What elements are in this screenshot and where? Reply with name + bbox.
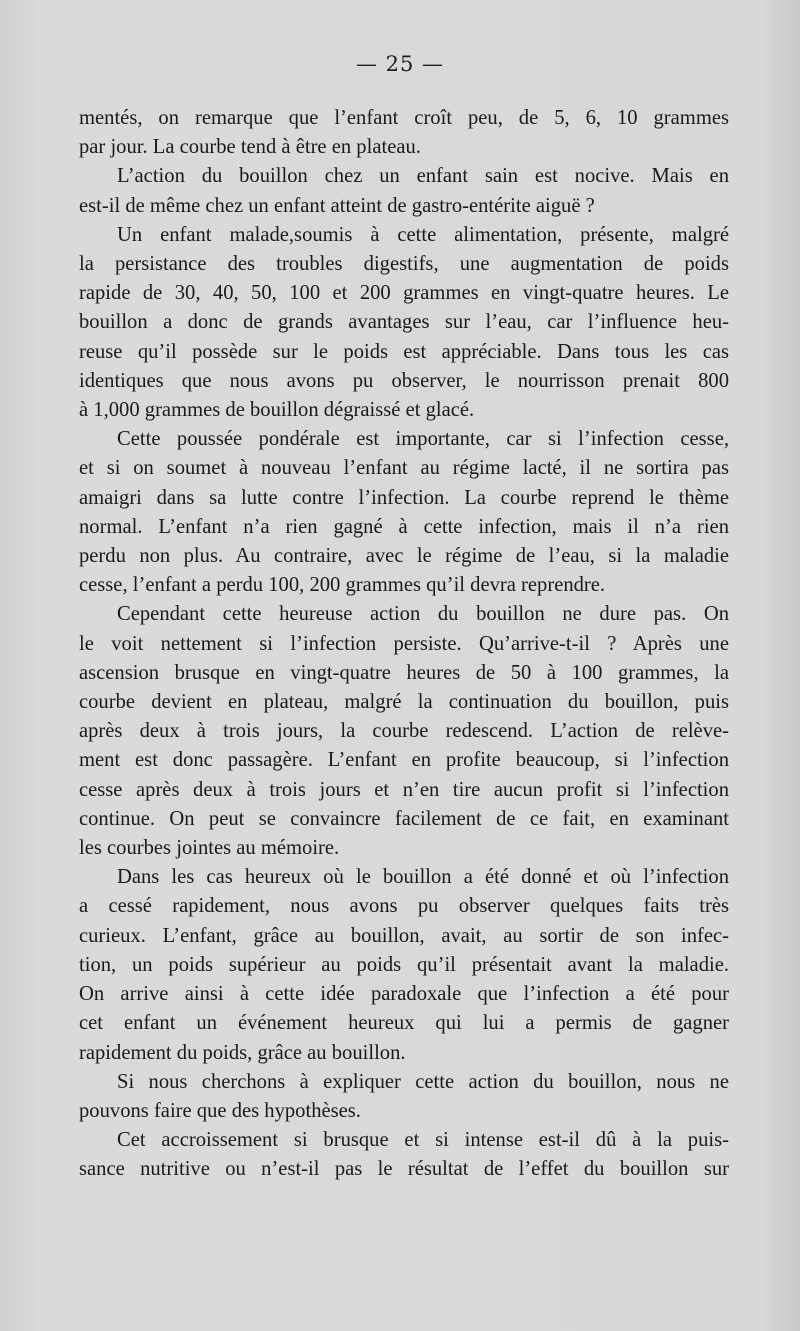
body-text — [79, 104, 729, 1185]
text-line: ascension brusque en vingt-quatre heures de 50 à 100 grammes, la — [79, 661, 729, 684]
text-line: ment est donc passagère. L’enfant en profite beaucoup, si l’infection — [79, 749, 729, 772]
paragraph — [79, 863, 729, 1067]
text-line: reuse qu’il possède sur le poids est appréciable. Dans tous les cas — [79, 340, 729, 363]
text-line: le voit nettement si l’infection persiste. Qu’arrive-t-il ? Après une — [79, 632, 729, 655]
text-line: Cependant cette heureuse action du bouillon ne dure pas. On — [117, 603, 729, 626]
text-line: normal. L’enfant n’a rien gagné à cette infection, mais il n’a rien — [79, 515, 729, 538]
paragraph — [79, 221, 729, 425]
text-line: bouillon a donc de grands avantages sur l’eau, car l’influence heu- — [79, 311, 729, 334]
text-line: pouvons faire que des hypothèses. — [79, 1099, 361, 1122]
paragraph — [79, 162, 729, 220]
text-line: après deux à trois jours, la courbe redescend. L’action de relève- — [79, 720, 729, 743]
text-line: rapide de 30, 40, 50, 100 et 200 grammes en vingt-quatre heures. Le — [79, 282, 729, 305]
text-line: cesse, l’enfant a perdu 100, 200 grammes qu’il devra reprendre. — [79, 574, 606, 597]
text-line: par jour. La courbe tend à être en plateau. — [79, 136, 421, 159]
text-line: la persistance des troubles digestifs, une augmentation de poids — [79, 253, 729, 276]
text-line: L’action du bouillon chez un enfant sain est nocive. Mais en — [117, 165, 729, 188]
text-line: On arrive ainsi à cette idée paradoxale que l’infection a été pour — [79, 983, 729, 1006]
paragraph — [79, 1126, 729, 1184]
paragraph — [79, 104, 729, 162]
text-line: continue. On peut se convaincre facilement de ce fait, en examinant — [79, 807, 729, 830]
text-line: cet enfant un événement heureux qui lui a permis de gagner — [79, 1012, 729, 1035]
text-line: rapidement du poids, grâce au bouillon. — [79, 1041, 406, 1064]
paragraph — [79, 600, 729, 863]
page-number: — 25 — — [355, 52, 445, 76]
text-line: les courbes jointes au mémoire. — [79, 837, 340, 860]
text-line: curieux. L’enfant, grâce au bouillon, avait, au sortir de son infec- — [79, 924, 729, 947]
text-line: a cessé rapidement, nous avons pu observer quelques faits très — [79, 895, 729, 918]
text-line: à 1,000 grammes de bouillon dégraissé et glacé. — [79, 399, 475, 422]
text-line: est-il de même chez un enfant atteint de gastro-entérite aiguë ? — [79, 194, 595, 217]
text-line: amaigri dans sa lutte contre l’infection. La courbe reprend le thème — [79, 486, 729, 509]
text-line: Cet accroissement si brusque et si intense est-il dû à la puis- — [117, 1129, 729, 1152]
text-line: sance nutritive ou n’est-il pas le résultat de l’effet du bouillon sur — [79, 1158, 729, 1181]
paragraph — [79, 425, 729, 600]
text-line: cesse après deux à trois jours et n’en tire aucun profit si l’infection — [79, 778, 729, 801]
text-line: identiques que nous avons pu observer, le nourrisson prenait 800 — [79, 369, 729, 392]
text-line: perdu non plus. Au contraire, avec le régime de l’eau, si la maladie — [79, 545, 729, 568]
text-line: courbe devient en plateau, malgré la continuation du bouillon, puis — [79, 691, 729, 714]
text-line: tion, un poids supérieur au poids qu’il présentait avant la maladie. — [79, 953, 729, 976]
text-line: et si on soumet à nouveau l’enfant au régime lacté, il ne sortira pas — [79, 457, 729, 480]
paragraph — [79, 1068, 729, 1126]
text-line: Un enfant malade,soumis à cette alimentation, présente, malgré — [117, 223, 729, 246]
text-line: mentés, on remarque que l’enfant croît peu, de 5, 6, 10 grammes — [79, 107, 729, 129]
text-line: Si nous cherchons à expliquer cette action du bouillon, nous ne — [117, 1070, 729, 1093]
text-line: Dans les cas heureux où le bouillon a été donné et où l’infection — [117, 866, 729, 889]
text-line: Cette poussée pondérale est importante, car si l’infection cesse, — [117, 428, 729, 451]
